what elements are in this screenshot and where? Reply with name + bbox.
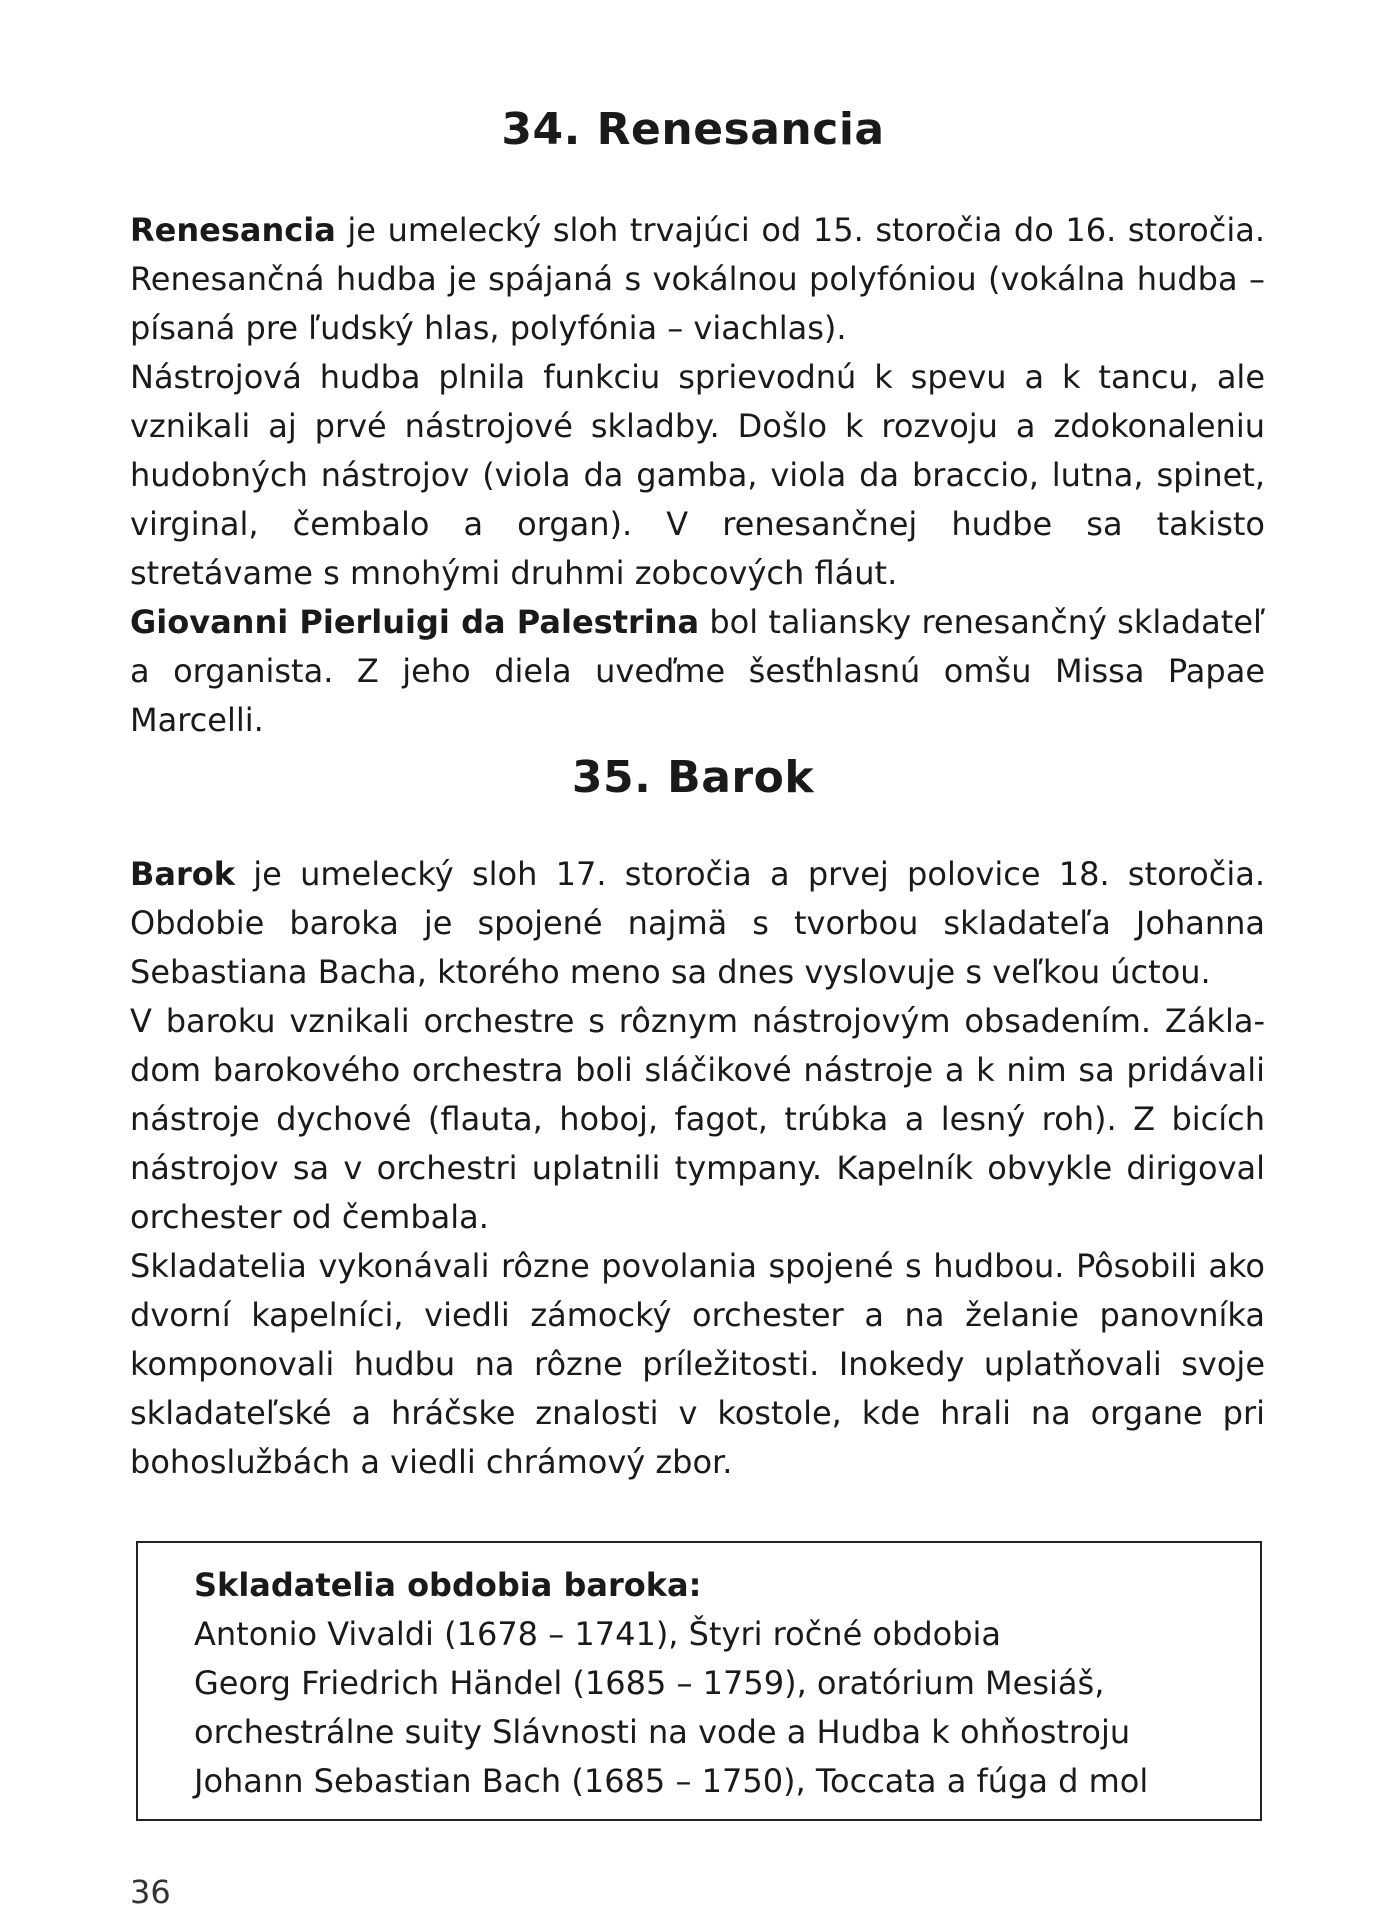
section-heading-renesancia: 34. Renesancia xyxy=(501,104,885,155)
paragraph: Nástrojová hudba plnila funkciu sprievodnú k spevu a k tancu, ale vznikali aj prvé nástrojové skladby. Došlo k rozvoju a zdokonaleniu hudobných nástrojov (viola da gamba, viola da braccio, lutna, spinet, virginal, čembalo a organ). V renesančnej hudbe sa takisto stretávame s mnohými druhmi zobcových fláut. xyxy=(130,358,1265,592)
section-heading-barok: 35. Barok xyxy=(571,752,815,803)
term-bold: Barok xyxy=(130,855,236,893)
section-renesancia xyxy=(130,206,1265,745)
term-bold: Renesancia xyxy=(130,211,336,249)
paragraph xyxy=(130,598,1265,745)
composer-line: Georg Friedrich Händel (1685 – 1759), oratórium Mesiáš, xyxy=(194,1664,1105,1702)
composer-line: orchestrálne suity Slávnosti na vode a Hudba k ohňostroju xyxy=(194,1713,1131,1751)
composers-box-title: Skladatelia obdobia baroka: xyxy=(194,1566,702,1604)
section-barok xyxy=(130,850,1265,1487)
page-number: 36 xyxy=(130,1873,171,1911)
paragraph: Skladatelia vykonávali rôzne povolania spojené s hudbou. Pôsobili ako dvorní kapelníci, viedli zámocký orchester a na želanie panovníka komponovali hudbu na rôzne príležitosti. Inokedy uplatňovali svoje skladateľské a hráčske znalosti v kostole, kde hrali na organe pri bohoslužbách a viedli chrámový zbor. xyxy=(130,1247,1265,1481)
composers-box xyxy=(136,1541,1262,1821)
paragraph xyxy=(130,206,1265,353)
composer-line: Johann Sebastian Bach (1685 – 1750), Toccata a fúga d mol xyxy=(194,1762,1149,1800)
composer-line: Antonio Vivaldi (1678 – 1741), Štyri ročné obdobia xyxy=(194,1615,1002,1653)
paragraph: V baroku vznikali orchestre s rôznym nástrojovým obsadením. Základom barokového orchestra boli sláčikové nástroje a k nim sa pridávali nástroje dychové (flauta, hoboj, fagot, trúbka a lesný roh). Z bicích nástrojov sa v orchestri uplatnili tympany. Kapelník obvykle dirigoval orchester od čembala. xyxy=(130,1002,1265,1236)
paragraph-text: je umelecký sloh 17. storočia a prvej polovice 18. storočia. Obdobie baroka je spojené najmä s tvorbou skladateľa Johanna Sebastiana Bacha, ktorého meno sa dnes vyslovuje s veľkou úctou. xyxy=(130,855,1265,991)
paragraph-text: je umelecký sloh trvajúci od 15. storočia do 16. storočia. Renesančná hudba je spájaná s vokálnou polyfóniou (vokálna hudba – písaná pre ľudský hlas, polyfónia – viachlas). xyxy=(130,211,1265,347)
paragraph-text: bol taliansky renesančný skladateľ a organista. Z jeho diela uveďme šesťhlasnú omšu Missa Papae Marcelli. xyxy=(130,603,1266,739)
composers-box-content xyxy=(194,1561,1240,1806)
paragraph xyxy=(130,850,1265,997)
term-bold: Giovanni Pierluigi da Palestrina xyxy=(130,603,700,641)
